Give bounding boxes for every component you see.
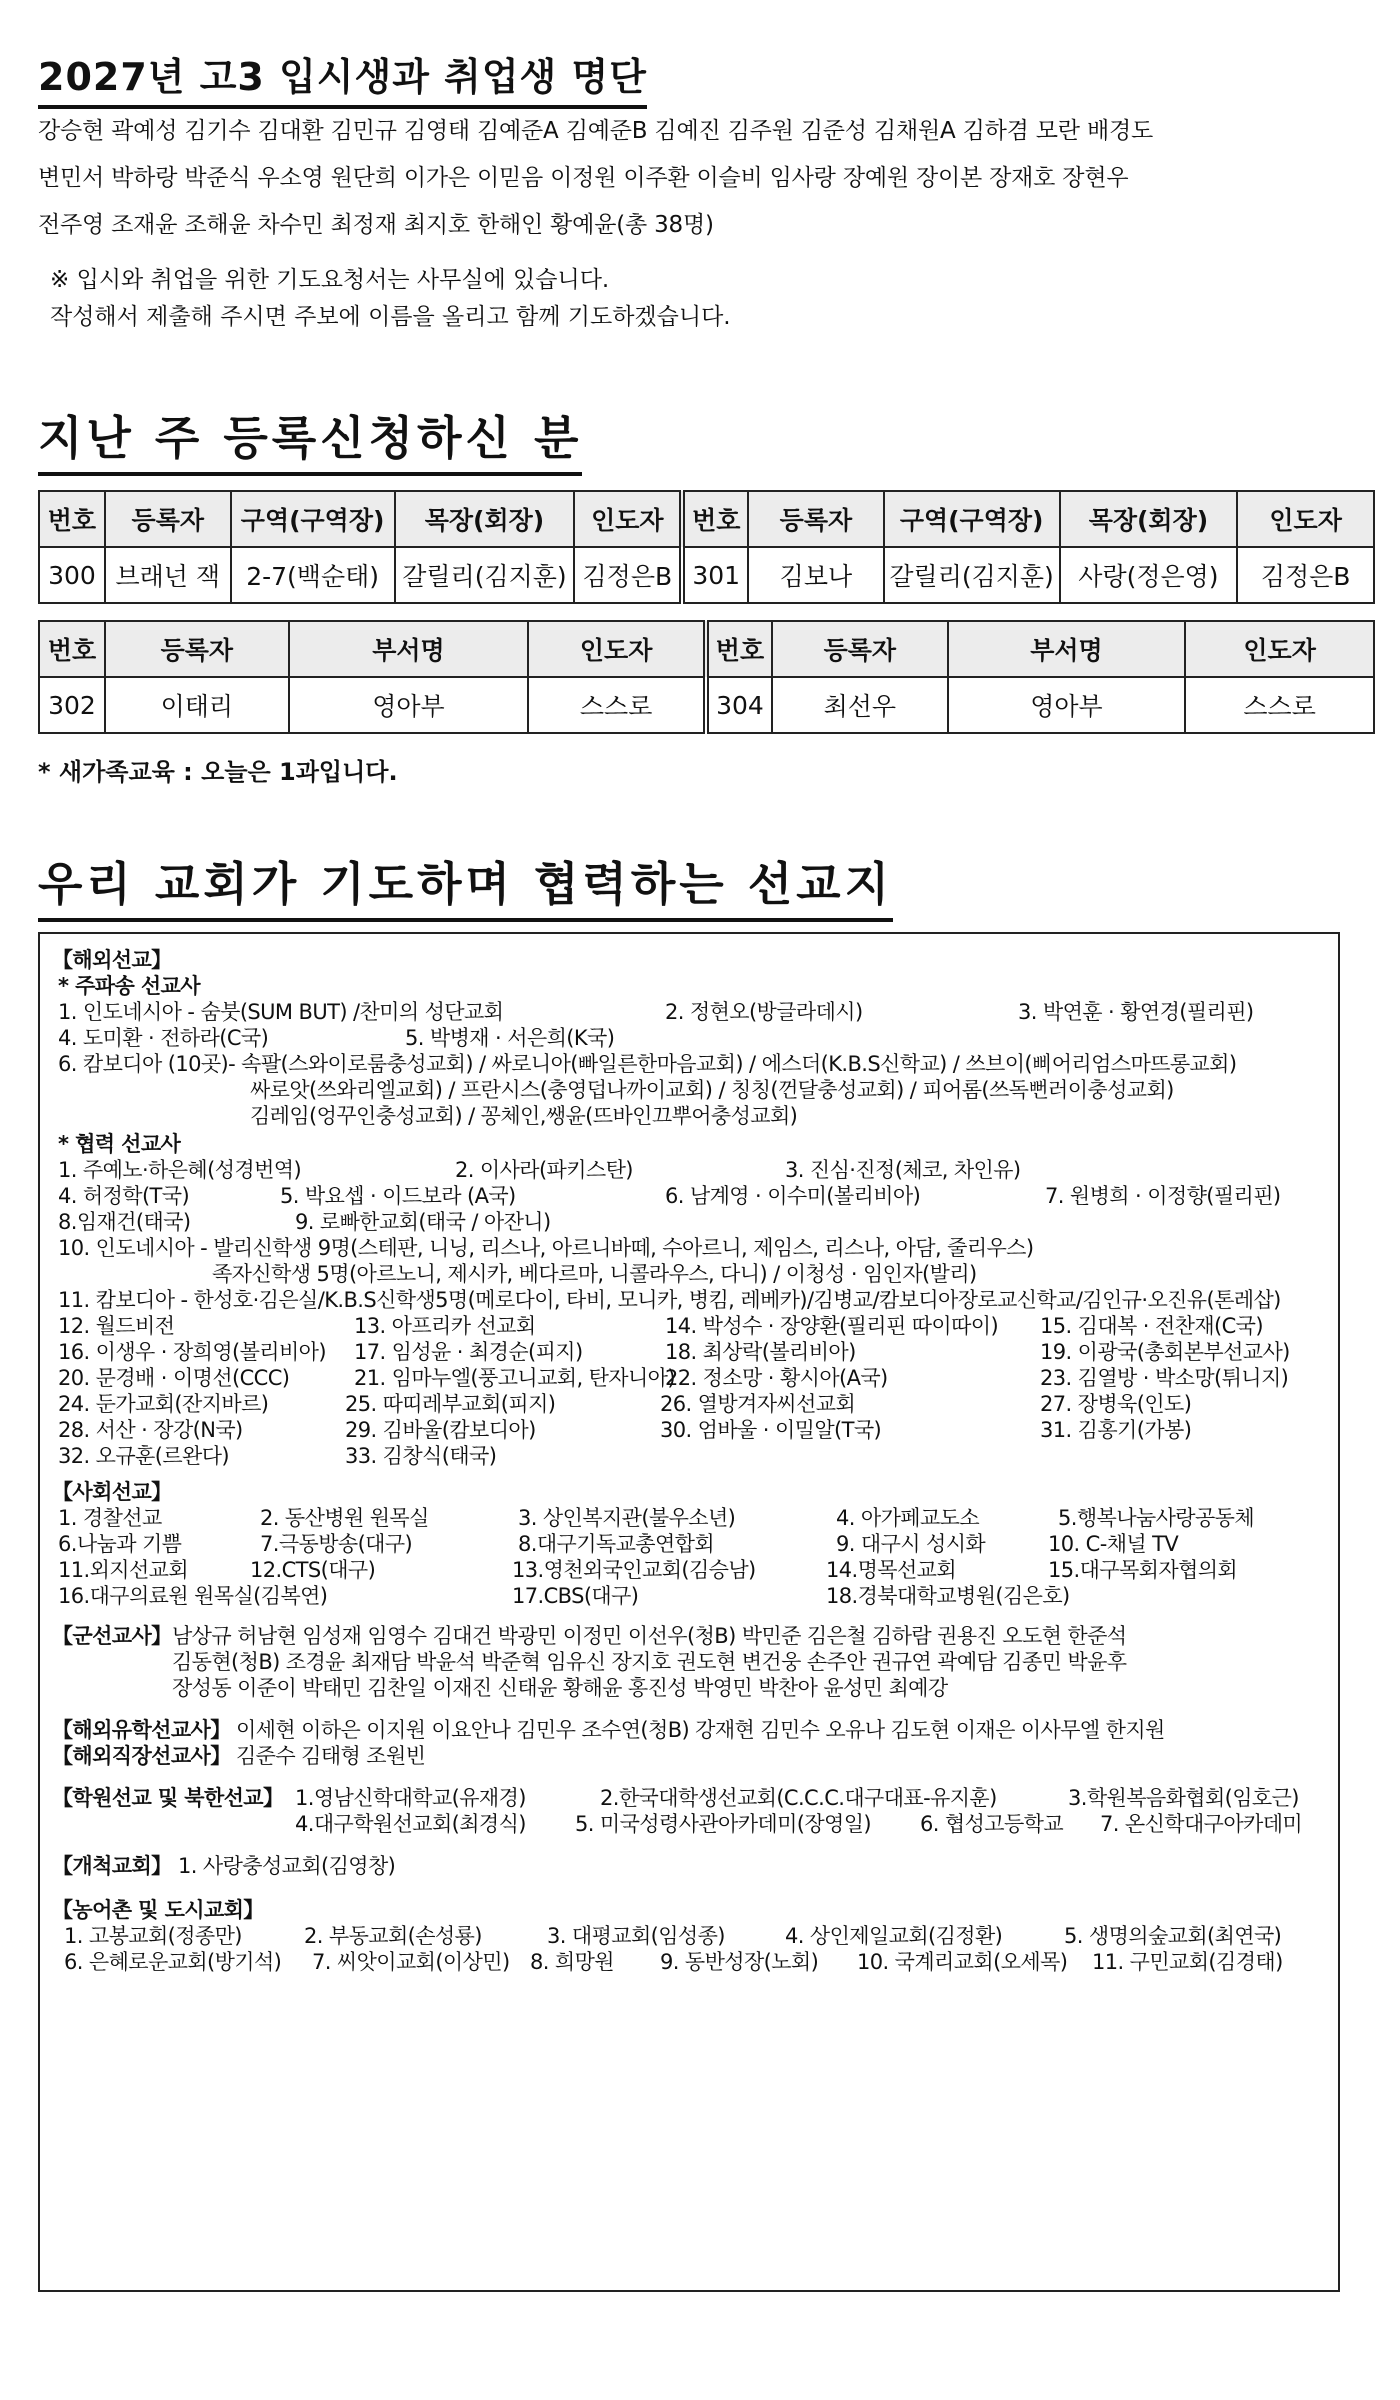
registration-table-1 [38,490,1375,604]
list-item: 김레임(엉꾸인충성교회) / 꽁체인,쌩윤(뜨바인끄뿌어충성교회) [250,1104,798,1128]
prayer-request-notice: ※ 입시와 취업을 위한 기도요청서는 사무실에 있습니다. 작성해서 제출해 주시면 주보에 이름을 올리고 함께 기도하겠습니다. [50,267,731,330]
list-item: 16.대구의료원 원목실(김복연) [58,1584,328,1608]
list-item: 4. 아가페교도소 [836,1506,980,1530]
list-item: 14. 박성수 · 장양환(필리핀 따이따이) [665,1314,999,1338]
table-cell: 최선우 [772,677,948,733]
table-cell: 영아부 [289,677,529,733]
list-item: 23. 김열방 · 박소망(튀니지) [1040,1366,1289,1390]
list-item: 11. 구민교회(김경태) [1092,1950,1283,1974]
header-cell: 번호 [682,491,748,547]
header-cell: 목장(회장) [1060,491,1238,547]
list-item: 7. 원병희 · 이정향(필리핀) [1045,1184,1281,1208]
list-item: 18.경북대학교병원(김은호) [826,1584,1070,1608]
list-item: 1. 주예노·하은혜(성경번역) [58,1158,302,1182]
header-cell: 등록자 [105,621,289,677]
list-item: 1. 인도네시아 - 숨붓(SUM BUT) /찬미의 성단교회 [58,1000,504,1024]
list-item: 이세현 이하은 이지원 이요안나 김민우 조수연(청B) 강재현 김민수 오유나 김도현 이재은 이사무엘 한지원 [236,1718,1165,1742]
list-item: 김준수 김태형 조원빈 [236,1744,426,1768]
section-heading-rural-urban: 【농어촌 및 도시교회】 [52,1898,264,1922]
list-item: 5. 박요셉 · 이드보라 (A국) [280,1184,516,1208]
list-item: 11.외지선교회 [58,1558,189,1582]
list-item: 12. 월드비전 [58,1314,175,1338]
list-item: 5. 박병재 · 서은희(K국) [405,1026,615,1050]
table-cell: 스스로 [528,677,706,733]
table-header-row [39,491,1374,547]
list-item: 26. 열방겨자씨선교회 [660,1392,856,1416]
header-cell: 등록자 [105,491,231,547]
list-item: 32. 오규훈(르완다) [58,1444,229,1468]
list-item: 2.한국대학생선교회(C.C.C.대구대표-유지훈) [600,1786,997,1810]
new-family-education-note: * 새가족교육 : 오늘은 1과입니다. [38,758,398,786]
header-cell: 번호 [706,621,772,677]
missions-title: 우리 교회가 기도하며 협력하는 선교지 [38,848,893,922]
header-cell: 목장(회장) [395,491,575,547]
table-cell: 304 [706,677,772,733]
list-item: 남상규 허남현 임성재 임영수 김대건 박광민 이정민 이선우(청B) 박민준 김은철 김하람 권용진 오도현 한준석 [172,1624,1127,1648]
list-item: 27. 장병욱(인도) [1040,1392,1192,1416]
list-item: 1. 사랑충성교회(김영창) [178,1854,396,1878]
list-item: 33. 김창식(태국) [345,1444,497,1468]
list-item: 4. 허정학(T국) [58,1184,190,1208]
list-item: 6. 은혜로운교회(방기석) [64,1950,282,1974]
list-item: 7. 씨앗이교회(이상민) [312,1950,510,1974]
list-item: 장성동 이준이 박태민 김찬일 이재진 신태윤 황해윤 홍진성 박영민 박찬아 윤성민 최예강 [172,1676,948,1700]
applicants-title: 2027년 고3 입시생과 취업생 명단 [38,46,647,109]
table-cell: 갈릴리(김지훈) [884,547,1060,603]
list-item: 10. C-채널 TV [1048,1532,1179,1556]
list-item: 2. 정현오(방글라데시) [665,1000,863,1024]
list-item: 24. 둔가교회(잔지바르) [58,1392,269,1416]
list-item: 16. 이생우 · 장희영(볼리비아) [58,1340,326,1364]
list-item: 6.나눔과 기쁨 [58,1532,182,1556]
list-item: 4.대구학원선교회(최경식) [295,1812,526,1836]
list-item: 족자신학생 5명(아르노니, 제시카, 베다르마, 니콜라우스, 다니) / 이청성 · 임인자(발리) [212,1262,977,1286]
list-item: 9. 로빠한교회(태국 / 아잔니) [295,1210,551,1234]
missions-box [38,932,1340,2292]
list-item: 6. 캄보디아 (10곳)- 속팔(스와이로룸충성교회) / 싸로니아(빠일른한마음교회) / 에스더(K.B.S신학교) / 쓰브이(삐어리엄스마뜨롱교회) [58,1052,1237,1076]
list-item: 21. 임마누엘(풍고니교회, 탄자니아) [354,1366,675,1390]
list-item: 10. 인도네시아 - 발리신학생 9명(스테판, 니닝, 리스나, 아르니바떼, 수아르니, 제임스, 리스나, 아담, 줄리우스) [58,1236,1034,1260]
list-item: 31. 김홍기(가봉) [1040,1418,1192,1442]
list-item: 9. 동반성장(노회) [660,1950,819,1974]
list-item: 17. 임성윤 · 최경순(피지) [354,1340,583,1364]
list-item: 8. 희망원 [530,1950,614,1974]
table-row [39,547,1374,603]
list-item: 3. 진심·진정(체코, 차인유) [785,1158,1021,1182]
header-cell: 구역(구역장) [884,491,1060,547]
list-item: 5. 생명의숲교회(최연국) [1064,1924,1282,1948]
applicant-names: 강승현 곽예성 김기수 김대환 김민규 김영태 김예준A 김예준B 김예진 김주원 김준성 김채원A 김하겸 모란 배경도 변민서 박하랑 박준식 우소영 원단희 이가은 이믿음 이정원 이주환 이슬비 임사랑 장예원 장이본 장재호 장현우 전주영 조재윤 조해윤 차수민 최정재 최지호 한해인 황예윤(총 38명) [38,118,1153,238]
section-heading-overseas: 【해외선교】 [52,948,172,972]
table-cell: 사랑(정은영) [1060,547,1238,603]
section-heading-church-planting: 【개척교회】 [52,1854,172,1878]
list-item: 29. 김바울(캄보디아) [345,1418,536,1442]
list-item: 15. 김대복 · 전찬재(C국) [1040,1314,1263,1338]
list-item: 20. 문경배 · 이명선(CCC) [58,1366,290,1390]
list-item: 2. 이사라(파키스탄) [455,1158,633,1182]
section-heading-overseas-students: 【해외유학선교사】 [52,1718,231,1742]
list-item: 5.행복나눔사랑공동체 [1058,1506,1255,1530]
header-cell: 번호 [39,621,105,677]
list-item: 7. 온신학대구아카데미 [1100,1812,1303,1836]
table-row [39,677,1374,733]
list-item: 4. 도미환 · 전하라(C국) [58,1026,269,1050]
list-item: 6. 남계영 · 이수미(볼리비아) [665,1184,921,1208]
list-item: 14.명목선교회 [826,1558,957,1582]
list-item: 10. 국계리교회(오세목) [857,1950,1068,1974]
list-item: 25. 따띠레부교회(피지) [345,1392,556,1416]
list-item: 김동현(청B) 조경윤 최재담 박윤석 박준혁 임유신 장지호 권도현 변건웅 손주안 권규연 곽예담 김종민 박윤후 [172,1650,1127,1674]
subheading-main-missionaries: * 주파송 선교사 [58,974,200,998]
list-item: 1. 고봉교회(정종만) [64,1924,242,1948]
table-cell: 영아부 [948,677,1186,733]
list-item: 3. 상인복지관(불우소년) [518,1506,736,1530]
header-cell: 인도자 [1237,491,1374,547]
table-cell: 브래넌 잭 [105,547,231,603]
list-item: 1. 경찰선교 [58,1506,162,1530]
section-heading-military: 【군선교사】 [52,1624,172,1648]
section-heading-overseas-workplace: 【해외직장선교사】 [52,1744,231,1768]
list-item: 13. 아프리카 선교회 [354,1314,536,1338]
list-item: 18. 최상락(볼리비아) [665,1340,856,1364]
table-cell: 김정은B [1237,547,1374,603]
table-cell: 김보나 [748,547,884,603]
list-item: 17.CBS(대구) [512,1584,639,1608]
list-item: 28. 서산 · 장강(N국) [58,1418,243,1442]
header-cell: 등록자 [772,621,948,677]
header-cell: 인도자 [574,491,682,547]
list-item: 싸로앗(쓰와리엘교회) / 프란시스(충영덥나까이교회) / 칭칭(껀달충성교회) / 피어롬(쓰독뻔러이충성교회) [250,1078,1174,1102]
list-item: 3.학원복음화협회(임호근) [1068,1786,1299,1810]
list-item: 13.영천외국인교회(김승남) [512,1558,756,1582]
list-item: 4. 상인제일교회(김정환) [785,1924,1003,1948]
list-item: 22. 정소망 · 황시아(A국) [665,1366,888,1390]
table-cell: 이태리 [105,677,289,733]
table-cell: 2-7(백순태) [231,547,395,603]
registration-title: 지난 주 등록신청하신 분 [38,402,582,476]
list-item: 9. 대구시 성시화 [836,1532,986,1556]
section-heading-campus-north-korea: 【학원선교 및 북한선교】 [52,1786,284,1810]
list-item: 8.임재건(태국) [58,1210,191,1234]
subheading-partner-missionaries: * 협력 선교사 [58,1132,181,1156]
header-cell: 인도자 [1185,621,1374,677]
list-item: 15.대구목회자협의회 [1048,1558,1238,1582]
list-item: 3. 박연훈 · 황연경(필리핀) [1018,1000,1254,1024]
header-cell: 부서명 [289,621,529,677]
table-cell: 301 [682,547,748,603]
list-item: 19. 이광국(총회본부선교사) [1040,1340,1290,1364]
header-cell: 인도자 [528,621,706,677]
table-cell: 갈릴리(김지훈) [395,547,575,603]
list-item: 7.극동방송(대구) [260,1532,413,1556]
list-item: 5. 미국성령사관아카데미(장영일) [575,1812,872,1836]
header-cell: 등록자 [748,491,884,547]
table-cell: 302 [39,677,105,733]
header-cell: 구역(구역장) [231,491,395,547]
list-item: 2. 부동교회(손성룡) [304,1924,482,1948]
registration-table-2 [38,620,1375,734]
list-item: 30. 엄바울 · 이밀알(T국) [660,1418,882,1442]
header-cell: 번호 [39,491,105,547]
table-cell: 300 [39,547,105,603]
list-item: 1.영남신학대학교(유재경) [295,1786,526,1810]
table-header-row [39,621,1374,677]
list-item: 3. 대평교회(임성종) [547,1924,725,1948]
table-cell: 스스로 [1185,677,1374,733]
section-heading-social: 【사회선교】 [52,1480,172,1504]
list-item: 2. 동산병원 원목실 [260,1506,429,1530]
table-cell: 김정은B [574,547,682,603]
list-item: 8.대구기독교총연합회 [518,1532,715,1556]
list-item: 12.CTS(대구) [250,1558,376,1582]
list-item: 6. 협성고등학교 [920,1812,1064,1836]
list-item: 11. 캄보디아 - 한성호·김은실/K.B.S신학생5명(메로다이, 타비, 모니카, 병킴, 레베카)/김병교/캄보디아장로교신학교/김인규·오진유(톤레삽) [58,1288,1281,1312]
header-cell: 부서명 [948,621,1186,677]
